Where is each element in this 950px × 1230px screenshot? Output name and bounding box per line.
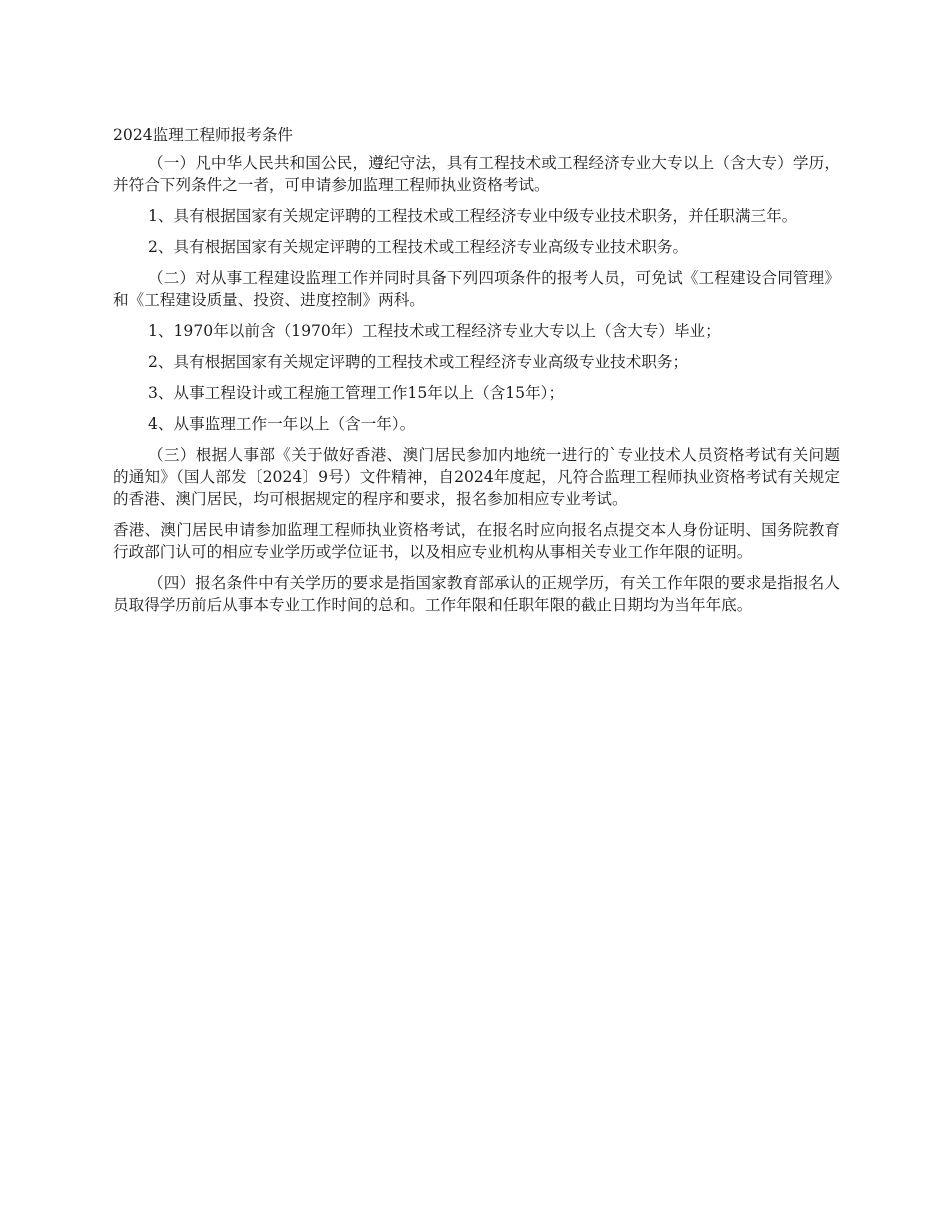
document-title: 2024监理工程师报考条件 (113, 126, 294, 144)
paragraph-item-2-4: 4、从事监理工作一年以上（含一年）。 (148, 415, 416, 433)
paragraph-item-2-1: 1、1970年以前含（1970年）工程技术或工程经济专业大专以上（含大专）毕业； (148, 322, 721, 340)
paragraph-section-3: （三）根据人事部《关于做好香港、澳门居民参加内地统一进行的`专业技术人员资格考试有关问题的通知》（国人部发〔2024〕9号）文件精神，自2024年度起，凡符合监理工程师执业资格考试有关规定的香港、澳门居民，均可根据规定的程序和要求，报名参加相应专业考试。 (113, 446, 840, 508)
paragraph-item-2-2: 2、具有根据国家有关规定评聘的工程技术或工程经济专业高级专业技术职务； (148, 353, 689, 371)
paragraph-item-2-3: 3、从事工程设计或工程施工管理工作15年以上（含15年）； (148, 384, 565, 402)
paragraph-section-2: （二）对从事工程建设监理工作并同时具备下列四项条件的报考人员，可免试《工程建设合同管理》和《工程建设质量、投资、进度控制》两科。 (113, 269, 840, 309)
document-page (113, 124, 840, 625)
paragraph-item-1-1: 1、具有根据国家有关规定评聘的工程技术或工程经济专业中级专业技术职务，并任职满三年。 (148, 207, 798, 225)
paragraph-section-4: （四）报名条件中有关学历的要求是指国家教育部承认的正规学历，有关工作年限的要求是指报名人员取得学历前后从事本专业工作时间的总和。工作年限和任职年限的截止日期均为当年年底。 (113, 574, 840, 614)
paragraph-section-1: （一）凡中华人民共和国公民，遵纪守法，具有工程技术或工程经济专业大专以上（含大专）学历，并符合下列条件之一者，可申请参加监理工程师执业资格考试。 (113, 154, 840, 194)
paragraph-item-1-2: 2、具有根据国家有关规定评聘的工程技术或工程经济专业高级专业技术职务。 (148, 238, 689, 256)
paragraph-section-3-note: 香港、澳门居民申请参加监理工程师执业资格考试，在报名时应向报名点提交本人身份证明、国务院教育行政部门认可的相应专业学历或学位证书，以及相应专业机构从事相关专业工作年限的证明。 (113, 521, 840, 561)
